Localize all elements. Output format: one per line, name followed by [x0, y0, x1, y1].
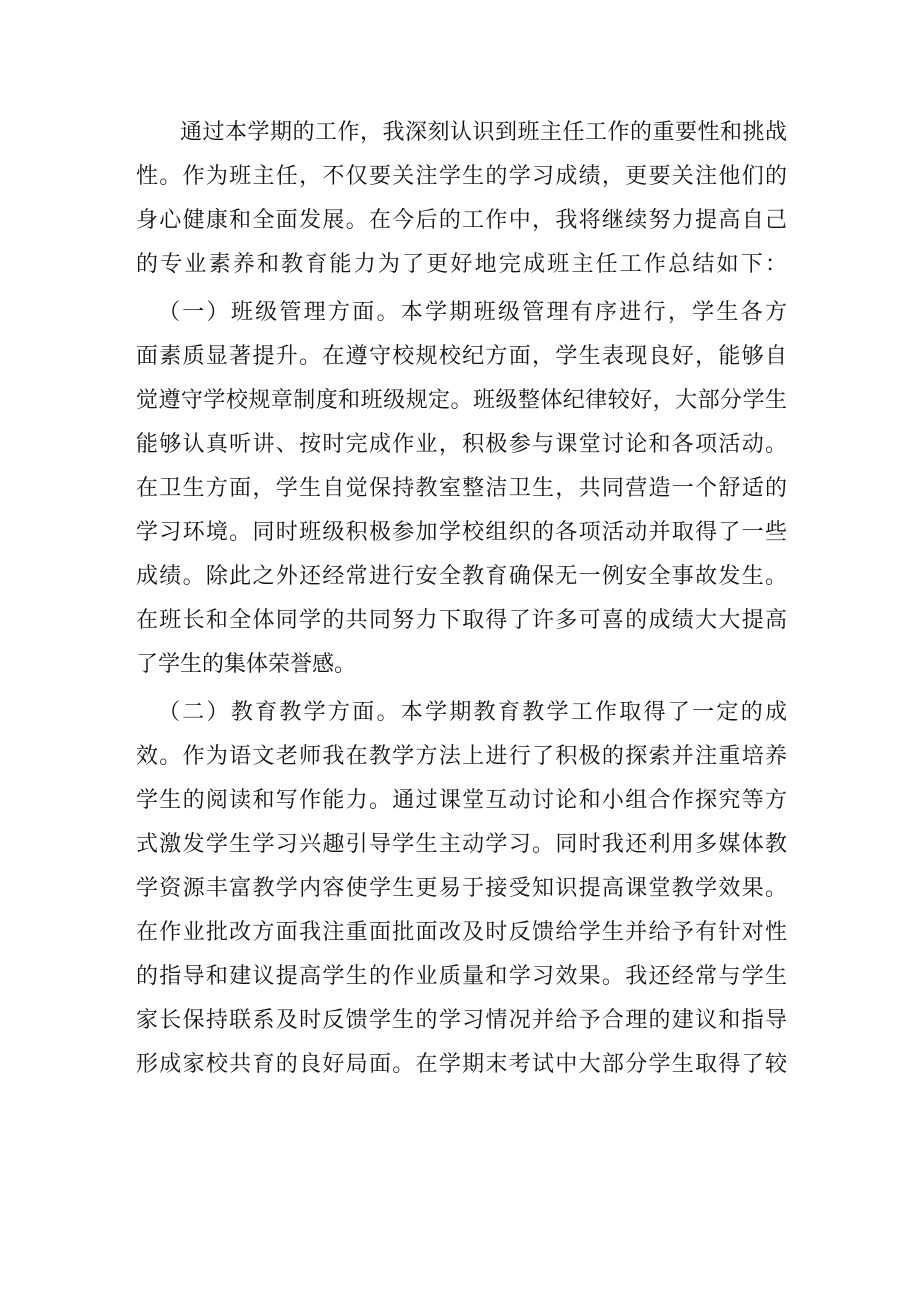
section-1-line-3: 觉遵守学校规章制度和班级规定。班级整体纪律较好，大部分学生 [136, 388, 787, 413]
section-2-line-5: 学资源丰富教学内容使学生更易于接受知识提高课堂教学效果。 [136, 876, 787, 901]
section-1-line-1: （一）班级管理方面。本学期班级管理有序进行，学生各方 [158, 300, 787, 325]
paragraph-1-line-2: 性。作为班主任，不仅要关注学生的学习成绩，更要关注他们的 [136, 164, 787, 189]
section-1-line-6: 学习环境。同时班级积极参加学校组织的各项活动并取得了一些 [136, 520, 787, 545]
section-1-line-7: 成绩。除此之外还经常进行安全教育确保无一例安全事故发生。 [136, 564, 787, 589]
section-1-line-4: 能够认真听讲、按时完成作业，积极参与课堂讨论和各项活动。 [136, 432, 787, 457]
section-1-line-9: 了学生的集体荣誉感。 [136, 652, 357, 677]
section-1-line-8: 在班长和全体同学的共同努力下取得了许多可喜的成绩大大提高 [136, 608, 787, 633]
section-2-line-6: 在作业批改方面我注重面批面改及时反馈给学生并给予有针对性 [136, 920, 787, 945]
section-2-line-8: 家长保持联系及时反馈学生的学习情况并给予合理的建议和指导 [136, 1008, 787, 1033]
section-2-line-7: 的指导和建议提高学生的作业质量和学习效果。我还经常与学生 [136, 964, 787, 989]
section-1-line-2: 面素质显著提升。在遵守校规校纪方面，学生表现良好，能够自 [136, 344, 787, 369]
section-2-line-2: 效。作为语文老师我在教学方法上进行了积极的探索并注重培养 [136, 744, 787, 769]
section-2-line-9: 形成家校共育的良好局面。在学期末考试中大部分学生取得了较 [136, 1052, 787, 1077]
section-2-line-3: 学生的阅读和写作能力。通过课堂互动讨论和小组合作探究等方 [136, 788, 787, 813]
paragraph-1-line-3: 身心健康和全面发展。在今后的工作中，我将继续努力提高自己 [136, 208, 787, 233]
section-2-line-1: （二）教育教学方面。本学期教育教学工作取得了一定的成 [158, 700, 787, 725]
paragraph-1-line-4: 的专业素养和教育能力为了更好地完成班主任工作总结如下： [136, 252, 787, 277]
section-2-line-4: 式激发学生学习兴趣引导学生主动学习。同时我还利用多媒体教 [136, 832, 787, 857]
section-1-line-5: 在卫生方面，学生自觉保持教室整洁卫生，共同营造一个舒适的 [136, 476, 787, 501]
paragraph-1-line-1: 通过本学期的工作，我深刻认识到班主任工作的重要性和挑战 [180, 120, 787, 145]
